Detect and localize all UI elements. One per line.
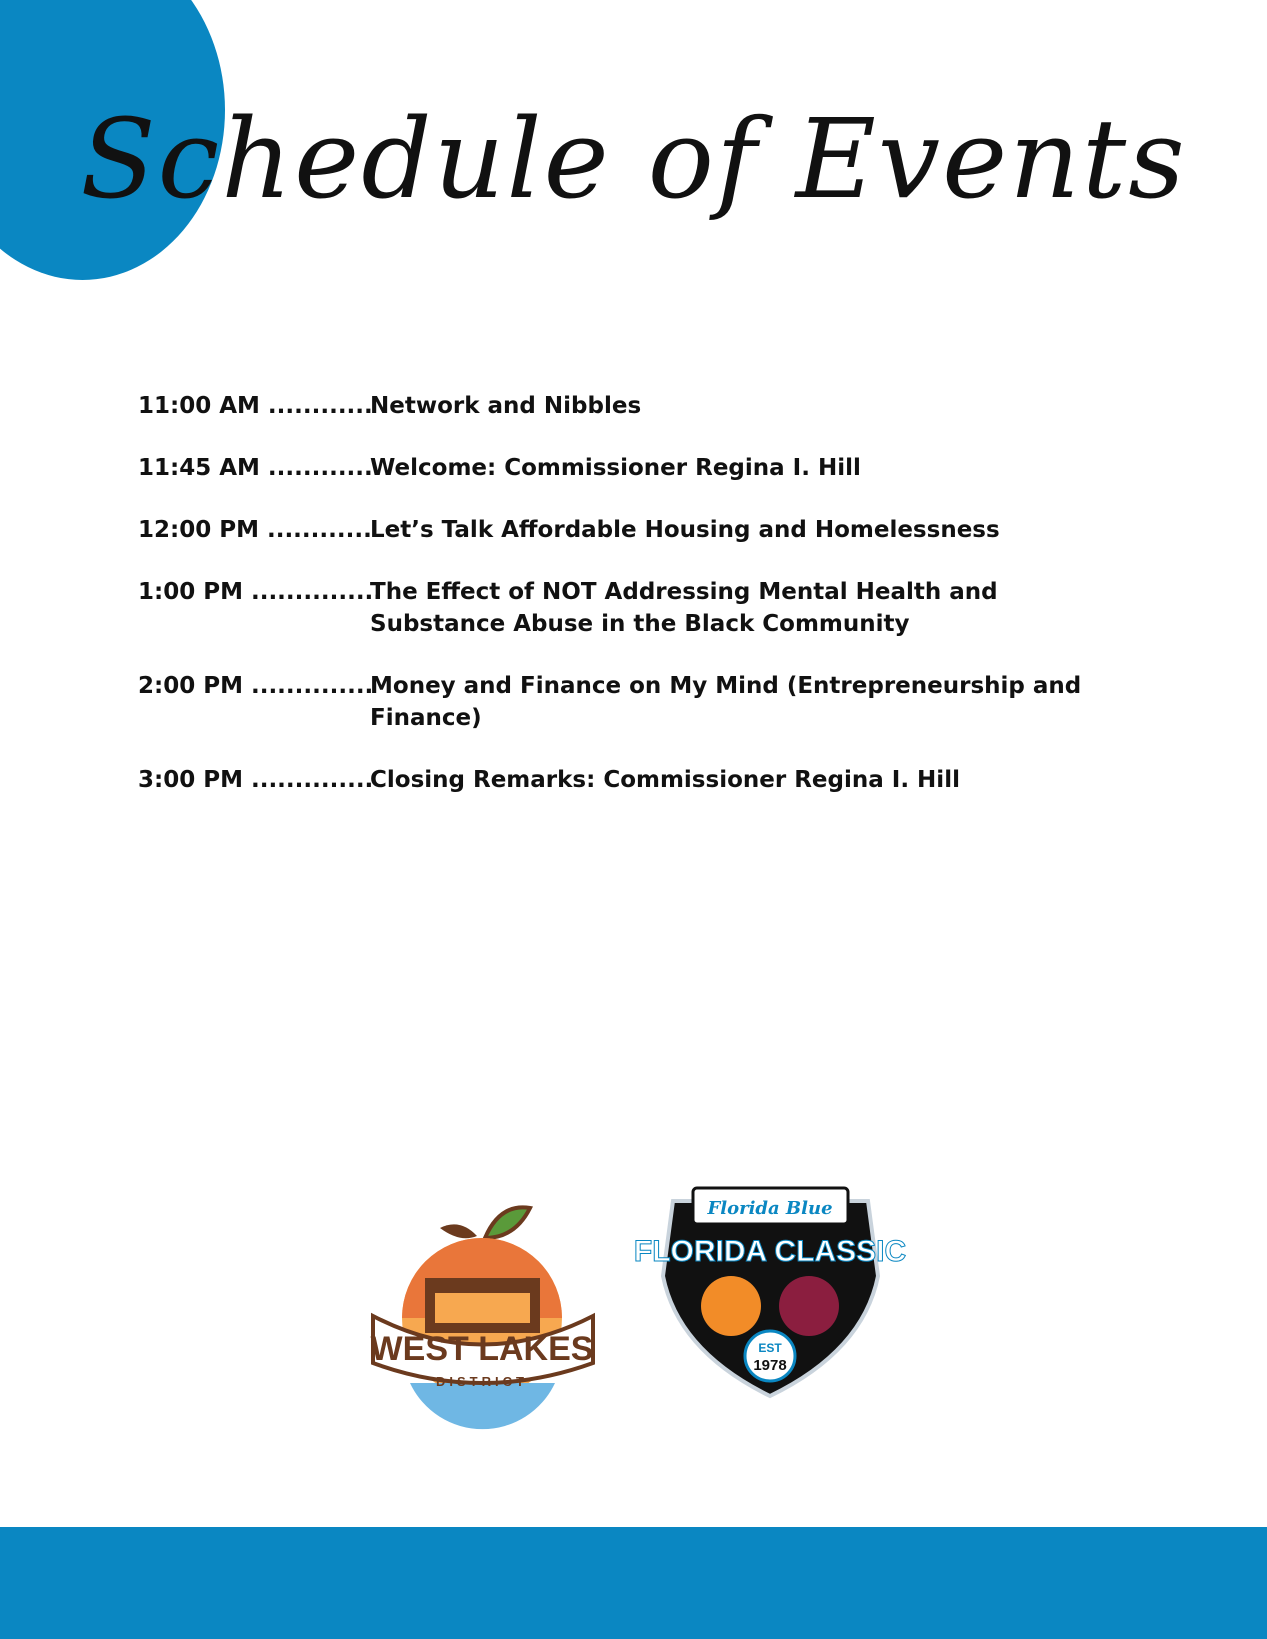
schedule-list [138,390,1128,826]
schedule-row [138,452,1128,484]
district-text: DISTRICT [436,1374,528,1389]
schedule-event: Let’s Talk Affordable Housing and Homelessness [370,517,1000,543]
schedule-row [138,576,1128,640]
page-title: Schedule of Events [80,95,1187,223]
schedule-event: Money and Finance on My Mind (Entrepreneurship and Finance) [370,673,1082,731]
schedule-event: Network and Nibbles [370,393,642,419]
schedule-row [138,514,1128,546]
sponsor-text: Florida Blue [707,1198,833,1219]
florida-classic-text: FLORIDA CLASSIC [633,1235,907,1268]
west-lakes-text: WEST LAKES [370,1330,594,1368]
schedule-time: 2:00 PM .............. [138,673,374,699]
schedule-event: Closing Remarks: Commissioner Regina I. Hill [370,767,960,793]
schedule-event: The Effect of NOT Addressing Mental Health and Substance Abuse in the Black Community [370,579,998,637]
west-lakes-district-logo [365,1198,600,1423]
schedule-time: 3:00 PM .............. [138,767,374,793]
sponsor-logos [370,1198,907,1438]
schedule-row [138,764,1128,796]
footer-bar [0,1527,1267,1639]
schedule-time: 11:45 AM ............ [138,455,373,481]
schedule-row [138,670,1128,734]
schedule-time: 12:00 PM ............ [138,517,372,543]
est-year-text: 1978 [753,1357,787,1374]
schedule-event: Welcome: Commissioner Regina I. Hill [370,455,861,481]
schedule-row [138,390,1128,422]
florida-classic-logo [633,1176,907,1401]
schedule-time: 1:00 PM ............... [138,579,383,605]
schedule-time: 11:00 AM ............ [138,393,373,419]
est-text: EST [758,1341,782,1355]
